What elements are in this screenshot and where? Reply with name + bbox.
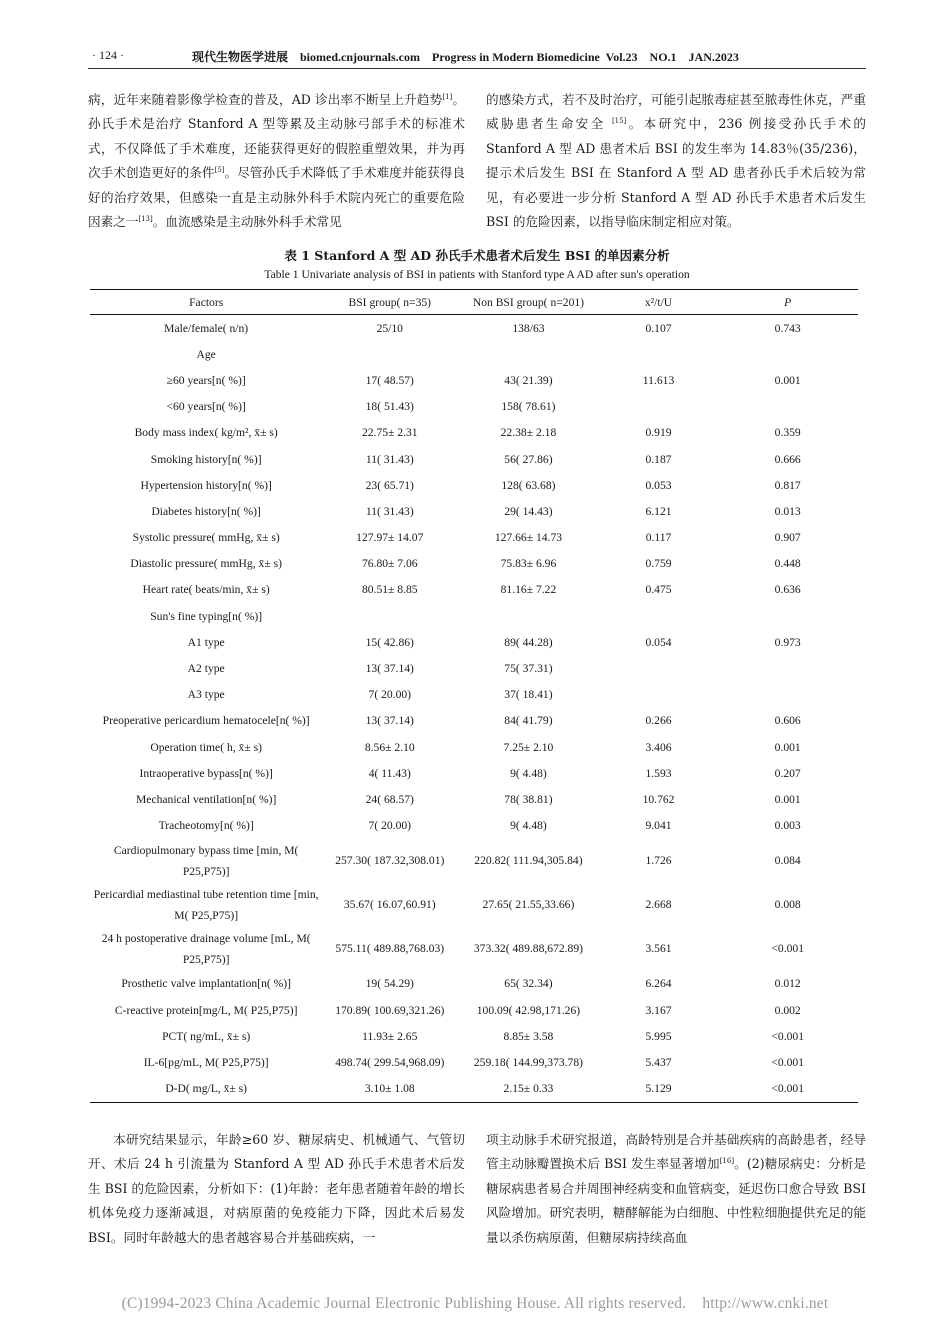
table-row (90, 603, 858, 629)
col-header-p: P (717, 290, 858, 315)
value-cell: 5.995 (645, 1029, 672, 1043)
value-cell (322, 603, 457, 629)
table-row (90, 315, 858, 342)
header-rule (88, 68, 866, 69)
value-cell (322, 341, 457, 367)
table-row (90, 655, 858, 681)
value-cell: 13( 37.14) (365, 662, 414, 676)
value-cell (600, 394, 718, 420)
value-cell: 257.30( 187.32,308.01) (335, 854, 445, 868)
factor-cell: Pericardial mediastinal tube retention time [min, M( P25,P75)] (93, 887, 319, 922)
factor-cell: Hypertension history[n( %)] (140, 478, 272, 492)
left-column-top (88, 88, 465, 234)
value-cell: 575.11( 489.88,768.03) (335, 942, 445, 956)
value-cell: 78( 38.81) (504, 792, 553, 806)
value-cell: 9( 4.48) (510, 819, 547, 833)
value-cell (600, 682, 718, 708)
value-cell: 9( 4.48) (510, 766, 547, 780)
value-cell: 3.10± 1.08 (364, 1082, 415, 1096)
value-cell: 43( 21.39) (504, 373, 553, 387)
value-cell: 3.406 (645, 740, 672, 754)
factor-cell: ≥60 years[n( %)] (166, 373, 246, 387)
factor-cell: Diastolic pressure( mmHg, x̄± s) (130, 557, 282, 571)
value-cell: 0.001 (774, 792, 801, 806)
table-row (90, 420, 858, 446)
table-row (90, 708, 858, 734)
table-row (90, 813, 858, 839)
value-cell: 100.09( 42.98,171.26) (476, 1003, 581, 1017)
value-cell: 8.85± 3.58 (503, 1029, 554, 1043)
factor-cell: Preoperative pericardium hematocele[n( %)] (102, 714, 310, 728)
value-cell: 11( 31.43) (365, 452, 414, 466)
value-cell: 0.207 (774, 766, 801, 780)
univariate-table (90, 289, 858, 1103)
factor-cell: 24 h postoperative drainage volume [mL, M( P25,P75)] (101, 931, 311, 966)
value-cell: 0.448 (774, 557, 801, 571)
value-cell: 0.759 (645, 557, 672, 571)
value-cell: 0.666 (774, 452, 801, 466)
paragraph: 项主动脉手术研究报道，高龄特别是合并基础疾病的高龄患者，经导管主动脉瓣置换术后 BSI 发生率显著增加[16]。(2)糖尿病史：分析是糖尿病患者易合并周围神经病变和血管病变，延迟伤口愈合导致 BSI 风险增加。研究表明，糖酵解能为白细胞、中性粒细胞提供充足的能量以杀伤病原菌，但糖尿病持续高血 (486, 1132, 866, 1245)
value-cell: 11.93± 2.65 (362, 1029, 418, 1043)
factor-cell: A1 type (187, 635, 225, 649)
value-cell: <0.001 (771, 1055, 804, 1069)
value-cell: 11.613 (642, 373, 675, 387)
value-cell: 2.668 (645, 898, 672, 912)
right-column-top (486, 88, 866, 234)
table-row (90, 394, 858, 420)
value-cell: 8.56± 2.10 (364, 740, 415, 754)
value-cell: 0.907 (774, 531, 801, 545)
value-cell: 0.107 (645, 321, 672, 335)
table-row (90, 760, 858, 786)
table-row (90, 577, 858, 603)
table-caption-en: Table 1 Univariate analysis of BSI in patients with Stanford type A AD after sun's operation (264, 268, 690, 281)
value-cell (600, 655, 718, 681)
value-cell: 373.32( 489.88,672.89) (473, 942, 584, 956)
left-column-bottom (88, 1128, 465, 1250)
factor-cell: Sun's fine typing[n( %)] (150, 609, 263, 623)
value-cell: 23( 65.71) (365, 478, 414, 492)
table-row (90, 997, 858, 1023)
value-cell: 24( 68.57) (365, 792, 414, 806)
journal-running-title: 现代生物医学进展 biomed.cnjournals.com Progress in Modern Biomedicine Vol.23 NO.1 JAN.2023 (192, 50, 739, 64)
value-cell: 80.51± 8.85 (361, 583, 418, 597)
factor-cell: IL-6[pg/mL, M( P25,P75)] (143, 1055, 269, 1069)
col-header-statistic: x²/t/U (600, 290, 718, 315)
value-cell: 220.82( 111.94,305.84) (474, 854, 583, 868)
table-row (90, 883, 858, 927)
factor-cell: Heart rate( beats/min, x̄± s) (142, 583, 270, 597)
value-cell: 75( 37.31) (504, 662, 553, 676)
value-cell: 81.16± 7.22 (500, 583, 557, 597)
value-cell: 35.67( 16.07,60.91) (343, 898, 436, 912)
page-header (88, 48, 866, 70)
value-cell: 65( 32.34) (504, 977, 553, 991)
value-cell: 128( 63.68) (501, 478, 556, 492)
value-cell: 75.83± 6.96 (500, 557, 557, 571)
value-cell: 0.743 (774, 321, 801, 335)
table-row (90, 498, 858, 524)
value-cell: 29( 14.43) (504, 504, 553, 518)
value-cell: <0.001 (771, 1082, 804, 1096)
value-cell (717, 394, 858, 420)
value-cell: 0.001 (774, 373, 801, 387)
value-cell: 5.129 (645, 1082, 672, 1096)
value-cell: 18( 51.43) (365, 400, 414, 414)
value-cell: 0.012 (774, 977, 801, 991)
factor-cell: Tracheotomy[n( %)] (158, 819, 254, 833)
value-cell: 0.117 (645, 531, 672, 545)
value-cell: 0.266 (645, 714, 672, 728)
value-cell: 11( 31.43) (365, 504, 414, 518)
factor-cell: A2 type (187, 662, 225, 676)
value-cell (717, 655, 858, 681)
factor-cell: Smoking history[n( %)] (150, 452, 262, 466)
factor-cell: <60 years[n( %)] (166, 400, 246, 414)
value-cell (600, 603, 718, 629)
table-row (90, 839, 858, 883)
value-cell: 0.002 (774, 1003, 801, 1017)
value-cell (717, 682, 858, 708)
value-cell: 0.973 (774, 635, 801, 649)
value-cell: 6.264 (645, 977, 672, 991)
col-header-non-bsi: Non BSI group( n=201) (457, 290, 599, 315)
factor-cell: Body mass index( kg/m², x̄± s) (134, 426, 278, 440)
value-cell: 170.89( 100.69,321.26) (335, 1003, 445, 1017)
factor-cell: Diabetes history[n( %)] (151, 504, 261, 518)
value-cell: <0.001 (771, 1029, 804, 1043)
table-row (90, 1023, 858, 1049)
factor-cell: C-reactive protein[mg/L, M( P25,P75)] (114, 1003, 298, 1017)
factor-cell: A3 type (187, 688, 225, 702)
factor-cell: Systolic pressure( mmHg, x̄± s) (132, 531, 280, 545)
value-cell (600, 341, 718, 367)
value-cell: 0.001 (774, 740, 801, 754)
value-cell: 0.053 (645, 478, 672, 492)
table-row (90, 734, 858, 760)
value-cell: 15( 42.86) (365, 635, 414, 649)
value-cell: 27.65( 21.55,33.66) (482, 898, 575, 912)
value-cell: 1.726 (645, 854, 672, 868)
table-row (90, 971, 858, 997)
value-cell: 0.817 (774, 478, 801, 492)
value-cell: 5.437 (645, 1055, 672, 1069)
value-cell: 127.97± 14.07 (356, 531, 424, 545)
value-cell: 19( 54.29) (365, 977, 414, 991)
value-cell (717, 341, 858, 367)
value-cell (717, 603, 858, 629)
value-cell: 3.167 (645, 1003, 672, 1017)
value-cell: 13( 37.14) (365, 714, 414, 728)
value-cell: 3.561 (645, 942, 672, 956)
col-header-bsi: BSI group( n=35) (322, 290, 457, 315)
value-cell: 17( 48.57) (365, 373, 414, 387)
value-cell: 138/63 (512, 321, 545, 335)
factor-cell: PCT( ng/mL, x̄± s) (162, 1029, 251, 1043)
factor-cell: Intraoperative bypass[n( %)] (139, 766, 273, 780)
col-header-factors: Factors (90, 290, 322, 315)
factor-cell: Operation time( h, x̄± s) (150, 740, 262, 754)
value-cell: 37( 18.41) (504, 688, 553, 702)
value-cell: 2.15± 0.33 (503, 1082, 554, 1096)
value-cell: 0.359 (774, 426, 801, 440)
paragraph: 的感染方式，若不及时治疗，可能引起脓毒症甚至脓毒性休克，严重威胁患者生命安全 [15]。本研究中，236 例接受孙氏手术的 Stanford A 型 AD 患者术后 BSI 的发生率为 14.83％(35/236)，提示术后发生 BSI 在 Stanford A 型 AD 患者孙氏手术后较为常见，有必要进一步分析 Stanford A 型 AD 孙氏手术患者术后发生 BSI 的危险因素，以指导临床制定相应对策。 (486, 92, 866, 230)
value-cell: 158( 78.61) (501, 400, 556, 414)
value-cell: 0.054 (645, 635, 672, 649)
table-row (90, 446, 858, 472)
value-cell: 7( 20.00) (368, 819, 412, 833)
value-cell: 56( 27.86) (504, 452, 553, 466)
value-cell: 0.003 (774, 819, 801, 833)
table-row (90, 1049, 858, 1075)
factor-cell: Male/female( n/n) (164, 321, 249, 335)
table-row (90, 1076, 858, 1103)
factor-cell: D-D( mg/L, x̄± s) (165, 1082, 248, 1096)
value-cell: 22.75± 2.31 (361, 426, 418, 440)
value-cell: 76.80± 7.06 (361, 557, 418, 571)
table-row (90, 341, 858, 367)
value-cell: 0.475 (645, 583, 672, 597)
factor-cell: Prosthetic valve implantation[n( %)] (121, 977, 291, 991)
value-cell: 0.919 (645, 426, 672, 440)
value-cell: <0.001 (771, 942, 804, 956)
value-cell: 7.25± 2.10 (503, 740, 554, 754)
table-header-row (90, 290, 858, 315)
value-cell: 84( 41.79) (504, 714, 553, 728)
table-row (90, 551, 858, 577)
table-row (90, 525, 858, 551)
paragraph: 病，近年来随着影像学检查的普及，AD 诊出率不断呈上升趋势[1]。孙氏手术是治疗 Stanford A 型等累及主动脉弓部手术的标准术式，不仅降低了手术难度，还能获得更好的假腔重塑效果，并为再次手术创造更好的条件[5]。尽管孙氏手术降低了手术难度并能获得良好的治疗效果，但感染一直是主动脉外科手术院内死亡的重要危险因素之一[13]。血流感染是主动脉外科手术常见 (88, 92, 466, 230)
page-number: · 124 · (92, 48, 124, 62)
value-cell: 0.084 (774, 854, 801, 868)
table-row (90, 472, 858, 498)
copyright-footer: (C)1994-2023 China Academic Journal Electronic Publishing House. All rights reserved. http://www.cnki.net (121, 1295, 829, 1312)
value-cell: 25/10 (376, 321, 403, 335)
value-cell: 1.593 (645, 766, 672, 780)
value-cell: 0.008 (774, 898, 801, 912)
value-cell: 259.18( 144.99,373.78) (473, 1055, 584, 1069)
factor-cell: Age (196, 347, 216, 361)
table-row (90, 629, 858, 655)
value-cell: 0.013 (774, 504, 801, 518)
value-cell: 7( 20.00) (368, 688, 412, 702)
table-caption-cn: 表 1 Stanford A 型 AD 孙氏手术患者术后发生 BSI 的单因素分析 (284, 248, 670, 263)
table-row (90, 786, 858, 812)
value-cell (457, 341, 599, 367)
value-cell: 6.121 (645, 504, 672, 518)
value-cell (457, 603, 599, 629)
value-cell: 4( 11.43) (368, 766, 411, 780)
value-cell: 22.38± 2.18 (500, 426, 557, 440)
value-cell: 127.66± 14.73 (494, 531, 563, 545)
paragraph: 本研究结果显示，年龄≥60 岁、糖尿病史、机械通气、气管切开、术后 24 h 引流量为 Stanford A 型 AD 孙氏手术患者术后发生 BSI 的危险因素，分析如下：(1)年龄：老年患者随着年龄的增长机体免疫力逐渐减退，对病原菌的免疫能力下降，因此术后易发 BSI。同时年龄越大的患者越容易合并基础疾病，一 (88, 1132, 465, 1245)
factor-cell: Cardiopulmonary bypass time [min, M( P25,P75)] (113, 843, 299, 878)
right-column-bottom (486, 1128, 866, 1250)
factor-cell: Mechanical ventilation[n( %)] (135, 792, 277, 806)
value-cell: 9.041 (645, 819, 672, 833)
value-cell: 89( 44.28) (504, 635, 553, 649)
table-row (90, 927, 858, 971)
value-cell: 0.636 (774, 583, 801, 597)
value-cell: 10.762 (642, 792, 675, 806)
table-row (90, 367, 858, 393)
value-cell: 498.74( 299.54,968.09) (335, 1055, 445, 1069)
value-cell: 0.606 (774, 714, 801, 728)
table-row (90, 682, 858, 708)
value-cell: 0.187 (645, 452, 672, 466)
